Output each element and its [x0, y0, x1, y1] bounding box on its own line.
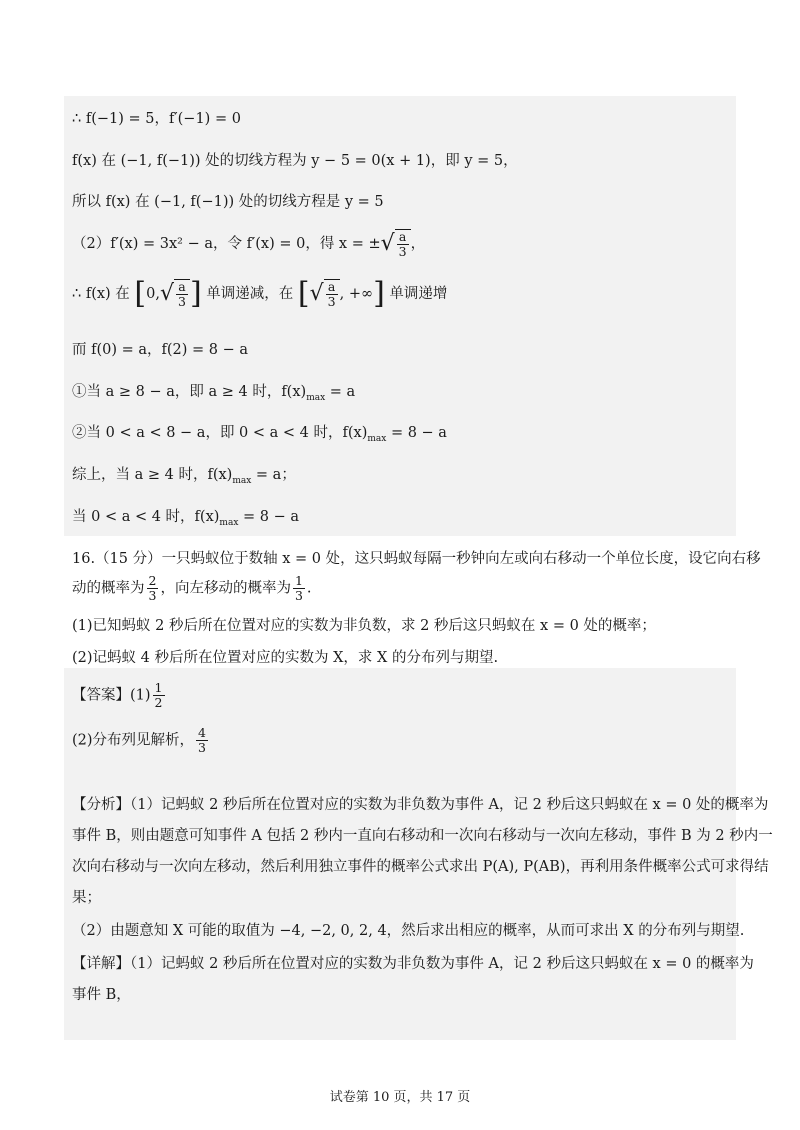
- tangent-line-equation: f(x) 在 (−1, f(−1)) 处的切线方程为 y − 5 = 0(x + 1)，即 y = 5，: [72, 153, 518, 169]
- detail-line-1: 【详解】（1）记蚂蚁 2 秒后所在位置对应的实数为非负数为事件 A，记 2 秒后这只蚂蚁在 x = 0 的概率为: [72, 956, 754, 972]
- page-footer: 试卷第 10 页，共 17 页: [329, 1090, 471, 1105]
- analysis-line-5: （2）由题意知 X 可能的取值为 −4, −2, 0, 2, 4，然后求出相应的概率，从而可求出 X 的分布列与期望.: [72, 923, 745, 939]
- question-16-part1: (1)已知蚂蚁 2 秒后所在位置对应的实数为非负数，求 2 秒后这只蚂蚁在 x = 0 处的概率；: [72, 618, 656, 634]
- case-1: ①当 a ≥ 8 − a，即 a ≥ 4 时，$f(x)_{max} = a$: [72, 384, 356, 403]
- summary-1: 综上，当 a ≥ 4 时，$f(x)_{max} = a$；: [72, 467, 296, 486]
- endpoint-values: 而 f(0) = a，f(2) = 8 − a: [72, 342, 249, 358]
- detail-line-2: 事件 B，: [72, 987, 131, 1003]
- answer-part2: (2)分布列见解析， $\frac{4}{3}$: [72, 725, 206, 755]
- tangent-conclusion: 所以 f(x) 在 (−1, f(−1)) 处的切线方程是 y = 5: [72, 194, 384, 210]
- question-16-part2: (2)记蚂蚁 4 秒后所在位置对应的实数为 X，求 X 的分布列与期望.: [72, 650, 499, 666]
- derivative-values-line: ∴ f(−1) = 5，f′(−1) = 0: [72, 111, 241, 127]
- analysis-line-4: 果；: [72, 890, 101, 906]
- case-2: ②当 0 < a < 8 − a，即 0 < a < 4 时，$f(x)_{max} = 8 - a$: [72, 425, 447, 444]
- monotonic-intervals-line: ∴ f(x) 在 [0,√ $\frac{a}{3}$ ] 单调递减，在 [√ $\frac{a}{3}$ , +∞] 单调递增: [72, 276, 448, 311]
- answer-part1: 【答案】(1) $\frac{1}{2}$: [72, 680, 163, 710]
- question-16-probabilities: 动的概率为 $\frac{2}{3}$ ，向左移动的概率为 $\frac{1}{3}$ .: [72, 573, 312, 603]
- analysis-line-2: 事件 B，则由题意可知事件 A 包括 2 秒内一直向右移动和一次向右移动与一次向左移动，事件 B 为 2 秒内一: [72, 828, 773, 844]
- summary-2: 当 0 < a < 4 时，$f(x)_{max} = 8 - a$: [72, 509, 300, 528]
- sqrt-a-over-3: √ $\frac{a}{3}$: [381, 229, 411, 259]
- answer-shaded-block: [64, 668, 736, 1040]
- analysis-line-3: 次向右移动与一次向左移动，然后利用独立事件的概率公式求出 P(A), P(AB)，再利用条件概率公式可求得结: [72, 859, 769, 875]
- analysis-line-1: 【分析】（1）记蚂蚁 2 秒后所在位置对应的实数为非负数为事件 A，记 2 秒后这只蚂蚁在 x = 0 处的概率为: [72, 797, 769, 813]
- part2-derivative-line: （2）f′(x) = 3x² − a，令 f′(x) = 0，得 x = ±√ $\frac{a}{3}$ ，: [72, 229, 426, 259]
- question-16-stem: 16.（15 分）一只蚂蚁位于数轴 x = 0 处，这只蚂蚁每隔一秒钟向左或向右移动一个单位长度，设它向右移: [72, 551, 761, 567]
